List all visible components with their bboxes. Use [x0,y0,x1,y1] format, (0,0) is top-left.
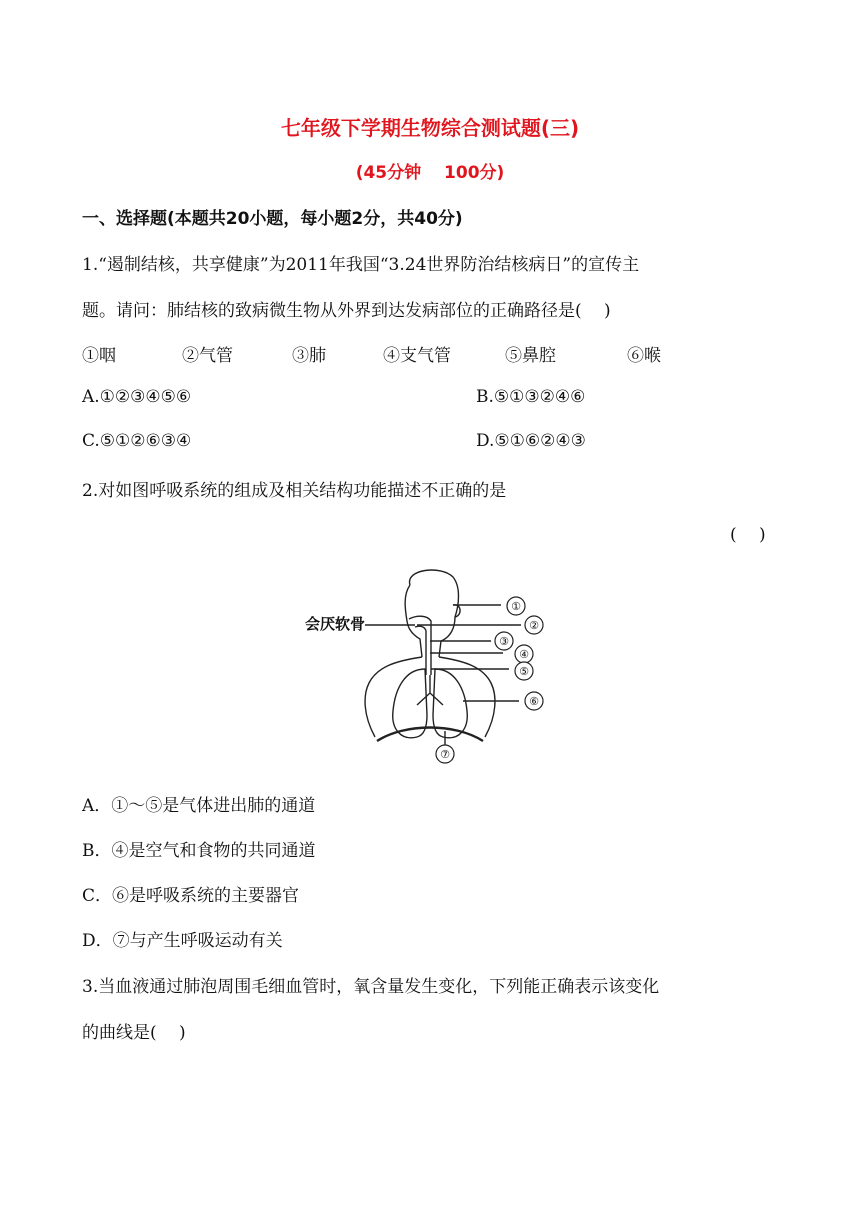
q1-stem-line1: 1.“遏制结核，共享健康”为2011年我国“3.24世界防治结核病日”的宣传主 [82,255,640,275]
exam-subtitle: (45分钟 100分) [355,163,505,183]
marker-6: ⑥ [529,695,539,708]
q1-item: ②气管 [182,346,233,366]
marker-1: ① [511,600,521,613]
q1-option-d: D.⑤①⑥②④③ [476,431,586,451]
q2-option-b: B．④是空气和食物的共同通道 [82,841,316,861]
q1-item: ①咽 [82,346,116,366]
section-heading: 一、选择题(本题共20小题，每小题2分，共40分) [82,209,463,229]
marker-3: ③ [499,635,509,648]
q2-option-d: D．⑦与产生呼吸运动有关 [82,931,283,951]
q1-option-c: C.⑤①②⑥③④ [82,431,192,451]
exam-title: 七年级下学期生物综合测试题(三) [280,116,580,140]
q1-item: ④支气管 [383,346,451,366]
q1-option-a: A.①②③④⑤⑥ [82,387,192,407]
q2-answer-paren: ( ) [730,525,766,545]
epiglottis-label: 会厌软骨 [305,615,366,633]
q2-stem: 2.对如图呼吸系统的组成及相关结构功能描述不正确的是 [82,481,507,501]
marker-5: ⑤ [519,665,529,678]
q1-stem-line2: 题。请问：肺结核的致病微生物从外界到达发病部位的正确路径是( ) [82,301,611,321]
q1-item: ⑤鼻腔 [505,346,556,366]
q3-stem-line1: 3.当血液通过肺泡周围毛细血管时，氧含量发生变化，下列能正确表示该变化 [82,977,660,997]
q1-item: ⑥喉 [627,346,661,366]
q2-option-a: A．①～⑤是气体进出肺的通道 [82,796,316,816]
respiratory-diagram [305,565,555,765]
marker-4: ④ [519,648,529,661]
q1-option-b: B.⑤①③②④⑥ [476,387,586,407]
marker-7: ⑦ [440,748,450,761]
marker-2: ② [529,619,539,632]
q2-option-c: C．⑥是呼吸系统的主要器官 [82,886,300,906]
q1-item: ③肺 [292,346,326,366]
q3-stem-line2: 的曲线是( ) [82,1023,186,1043]
respiratory-system-figure [305,565,555,765]
